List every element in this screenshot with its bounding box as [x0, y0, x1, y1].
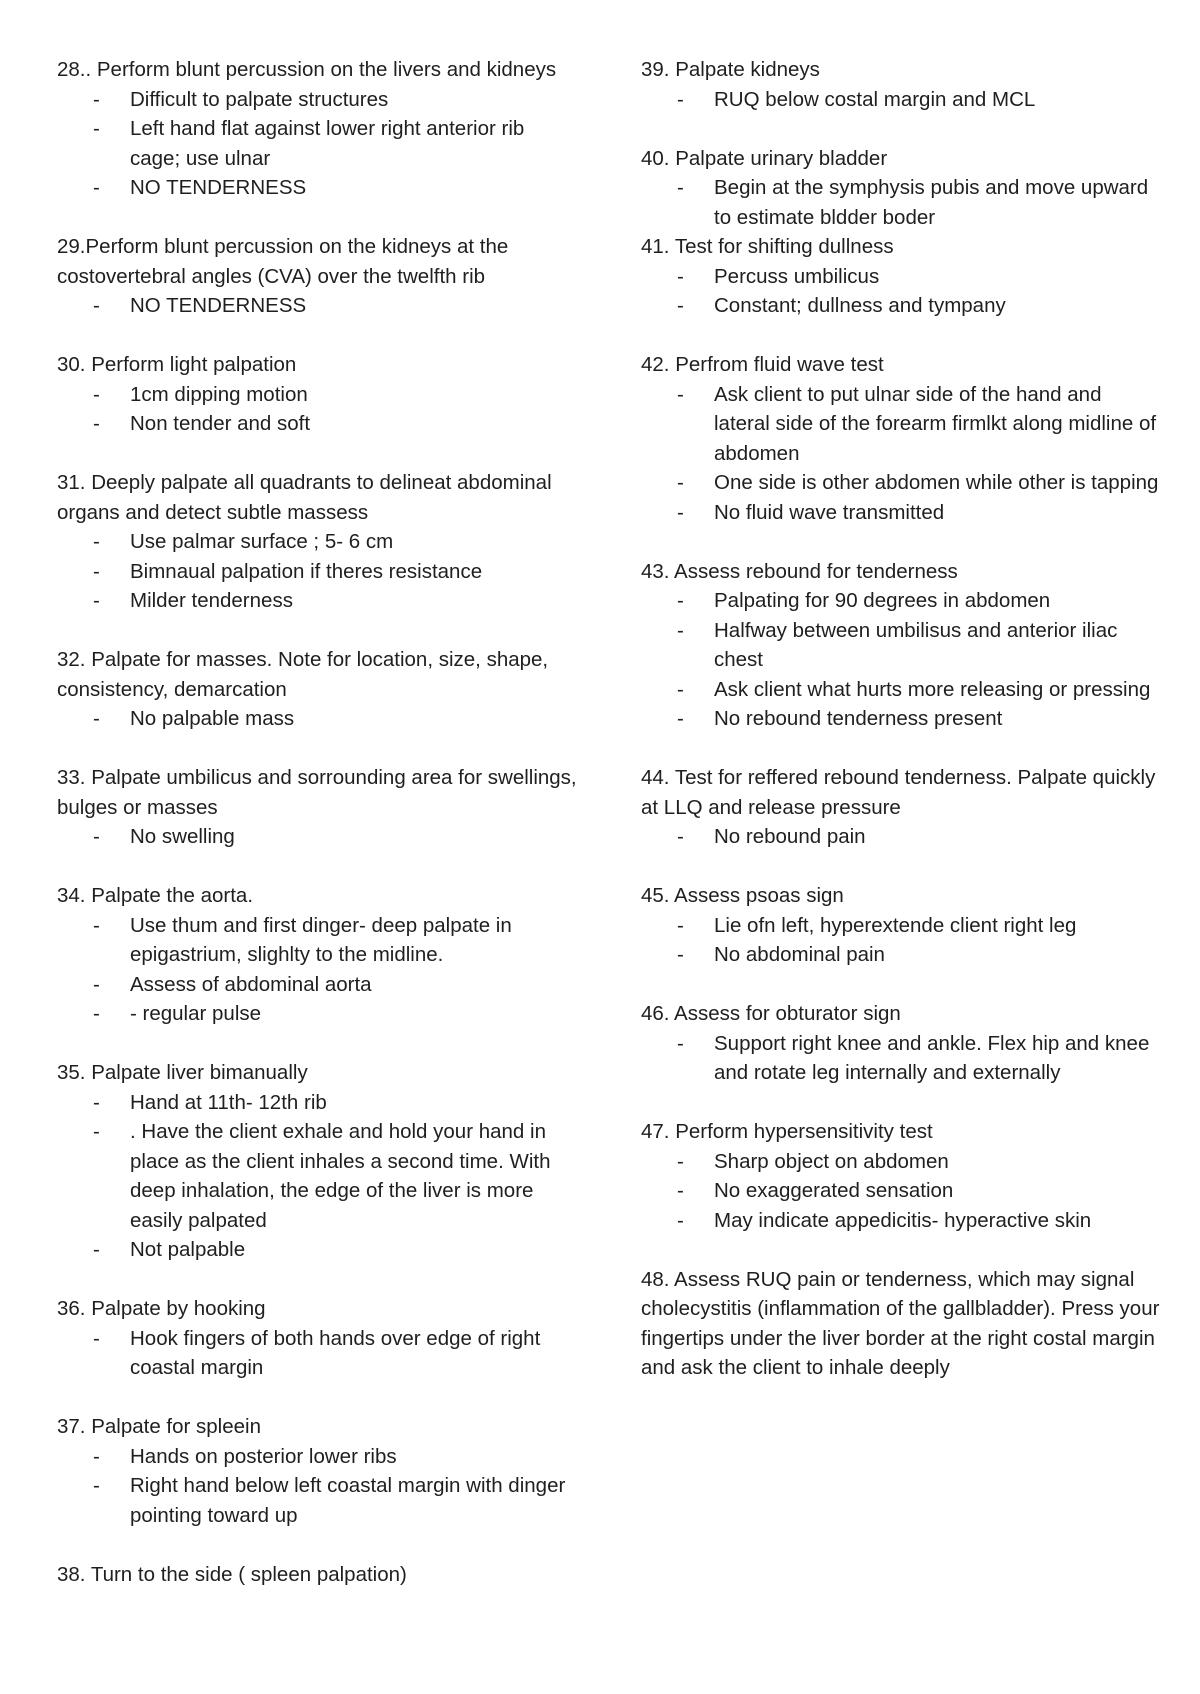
- bullet-list: [57, 291, 577, 321]
- checklist-item: [641, 144, 1161, 233]
- checklist-item: [641, 881, 1161, 970]
- bullet-dash: -: [677, 707, 684, 730]
- list-item-text: Hand at 11th- 12th rib: [130, 1090, 327, 1114]
- item-heading: 41. Test for shifting dullness: [641, 235, 894, 258]
- list-item-text: Not palpable: [130, 1238, 246, 1261]
- checklist-item: [57, 1294, 577, 1383]
- item-heading: 34. Palpate the aorta.: [57, 884, 254, 907]
- list-item: [57, 1235, 577, 1265]
- bullet-dash: -: [677, 1179, 684, 1202]
- list-item-text: No abdominal pain: [714, 943, 885, 966]
- list-item: [641, 675, 1161, 705]
- list-item: [57, 911, 577, 970]
- checklist-item: [641, 999, 1161, 1088]
- item-heading: 37. Palpate for spleein: [57, 1415, 261, 1438]
- bullet-dash: -: [93, 117, 100, 140]
- bullet-dash: -: [93, 1002, 100, 1025]
- bullet-dash: -: [677, 677, 684, 701]
- list-item-text: Use thum and first dinger- deep palpate in epigastrium, slighlty to the midline.: [130, 913, 512, 966]
- list-item: [57, 1442, 577, 1472]
- checklist-item: [641, 232, 1161, 321]
- bullet-list: [641, 173, 1161, 232]
- list-item-text: Difficult to palpate structures: [130, 87, 389, 111]
- bullet-dash: -: [93, 589, 100, 612]
- checklist-item: [641, 1265, 1161, 1383]
- bullet-list: [641, 586, 1161, 734]
- list-item: [641, 911, 1161, 941]
- bullet-list: [641, 380, 1161, 528]
- checklist-item: [57, 232, 577, 321]
- checklist-item: [57, 468, 577, 616]
- bullet-list: [641, 262, 1161, 321]
- bullet-dash: -: [93, 1120, 100, 1143]
- checklist-item: [641, 350, 1161, 527]
- bullet-dash: -: [677, 618, 684, 642]
- bullet-dash: -: [93, 972, 100, 996]
- item-heading: 42. Perfrom fluid wave test: [641, 353, 884, 376]
- item-heading: 38. Turn to the side ( spleen palpation): [57, 1562, 407, 1586]
- bullet-dash: -: [677, 1149, 684, 1173]
- list-item: [57, 409, 577, 439]
- list-item-text: No rebound pain: [714, 825, 866, 848]
- bullet-list: [641, 85, 1161, 115]
- bullet-dash: -: [677, 87, 684, 111]
- list-item-text: Sharp object on abdomen: [714, 1149, 949, 1173]
- list-item-text: Begin at the symphysis pubis and move upward to estimate bldder boder: [714, 176, 1149, 229]
- bullet-dash: -: [93, 412, 100, 435]
- bullet-dash: -: [677, 471, 684, 494]
- list-item: [641, 291, 1161, 321]
- list-item: [57, 114, 577, 173]
- bullet-dash: -: [677, 1031, 684, 1055]
- list-item: [57, 557, 577, 587]
- bullet-dash: -: [677, 176, 684, 199]
- list-item: [57, 822, 577, 852]
- list-item-text: Hands on posterior lower ribs: [130, 1444, 397, 1468]
- bullet-list: [641, 1147, 1161, 1236]
- checklist-item: [641, 1117, 1161, 1235]
- list-item: [641, 1147, 1161, 1177]
- list-item-text: Constant; dullness and tympany: [714, 294, 1006, 317]
- list-item-text: No exaggerated sensation: [714, 1179, 954, 1202]
- bullet-dash: -: [93, 559, 100, 583]
- list-item-text: Milder tenderness: [130, 589, 293, 612]
- item-heading: 35. Palpate liver bimanually: [57, 1061, 308, 1084]
- item-heading: 47. Perform hypersensitivity test: [641, 1120, 933, 1143]
- checklist-item: [641, 763, 1161, 852]
- list-item-text: May indicate appedicitis- hyperactive skin: [714, 1208, 1092, 1232]
- bullet-list: [57, 911, 577, 1029]
- list-item: [57, 380, 577, 410]
- item-heading: 45. Assess psoas sign: [641, 884, 844, 907]
- bullet-dash: -: [93, 382, 100, 406]
- list-item-text: Left hand flat against lower right anterior rib cage; use ulnar: [130, 117, 525, 170]
- list-item-text: Use palmar surface ; 5- 6 cm: [130, 530, 394, 553]
- list-item: [641, 1029, 1161, 1088]
- bullet-dash: -: [677, 825, 684, 848]
- list-item: [57, 1117, 577, 1235]
- list-item-text: Right hand below left coastal margin with dinger pointing toward up: [130, 1474, 566, 1527]
- bullet-dash: -: [677, 1208, 684, 1232]
- bullet-list: [641, 1029, 1161, 1088]
- list-item: [57, 85, 577, 115]
- item-heading: 28.. Perform blunt percussion on the livers and kidneys: [57, 58, 557, 81]
- list-item: [57, 970, 577, 1000]
- bullet-dash: -: [93, 294, 100, 317]
- list-item-text: Palpating for 90 degrees in abdomen: [714, 589, 1051, 612]
- list-item-text: NO TENDERNESS: [130, 176, 307, 199]
- list-item: [641, 1206, 1161, 1236]
- item-heading: 46. Assess for obturator sign: [641, 1002, 901, 1025]
- bullet-dash: -: [93, 176, 100, 199]
- list-item-text: Hook fingers of both hands over edge of right coastal margin: [130, 1326, 541, 1379]
- bullet-list: [57, 1442, 577, 1531]
- list-item-text: Assess of abdominal aorta: [130, 972, 372, 996]
- list-item: [641, 380, 1161, 469]
- bullet-list: [57, 704, 577, 734]
- bullet-list: [641, 911, 1161, 970]
- bullet-list: [57, 85, 577, 203]
- list-item: [641, 822, 1161, 852]
- list-item-text: Percuss umbilicus: [714, 264, 880, 288]
- list-item: [57, 586, 577, 616]
- item-heading: 39. Palpate kidneys: [641, 58, 820, 81]
- checklist-item: [57, 1412, 577, 1530]
- item-heading: 30. Perform light palpation: [57, 353, 297, 376]
- item-heading: 33. Palpate umbilicus and sorrounding area for swellings, bulges or masses: [57, 766, 577, 819]
- list-item-text: No fluid wave transmitted: [714, 500, 945, 524]
- list-item-text: RUQ below costal margin and MCL: [714, 87, 1036, 111]
- item-heading: 48. Assess RUQ pain or tenderness, which may signal cholecystitis (inflammation of the gallbladder). Press your fingertips under the liver border at the right costal margin and ask the client to inhale deeply: [641, 1267, 1160, 1379]
- list-item-text: No swelling: [130, 825, 235, 848]
- bullet-dash: -: [93, 1238, 100, 1261]
- bullet-dash: -: [677, 382, 684, 406]
- list-item-text: No rebound tenderness present: [714, 707, 1003, 730]
- bullet-dash: -: [677, 294, 684, 317]
- list-item-text: NO TENDERNESS: [130, 294, 307, 317]
- bullet-dash: -: [93, 1444, 100, 1468]
- bullet-dash: -: [93, 825, 100, 848]
- bullet-list: [57, 380, 577, 439]
- list-item: [641, 173, 1161, 232]
- bullet-dash: -: [677, 943, 684, 966]
- list-item: [641, 85, 1161, 115]
- bullet-dash: -: [93, 1090, 100, 1114]
- bullet-list: [641, 822, 1161, 852]
- checklist-item: [641, 557, 1161, 734]
- list-item: [641, 704, 1161, 734]
- list-item-text: One side is other abdomen while other is tapping: [714, 471, 1159, 494]
- left-column: [57, 55, 577, 1619]
- checklist-item: [57, 881, 577, 1029]
- list-item: [641, 940, 1161, 970]
- bullet-dash: -: [93, 87, 100, 111]
- item-heading: 44. Test for reffered rebound tenderness. Palpate quickly at LLQ and release pressure: [641, 766, 1156, 819]
- list-item-text: - regular pulse: [130, 1002, 262, 1025]
- list-item: [57, 1324, 577, 1383]
- list-item: [641, 262, 1161, 292]
- list-item-text: 1cm dipping motion: [130, 382, 308, 406]
- checklist-item: [57, 1058, 577, 1265]
- list-item-text: Support right knee and ankle. Flex hip and knee and rotate leg internally and externally: [714, 1031, 1150, 1084]
- bullet-dash: -: [677, 913, 684, 937]
- list-item: [57, 173, 577, 203]
- item-heading: 29.Perform blunt percussion on the kidneys at the costovertebral angles (CVA) over the twelfth rib: [57, 235, 509, 288]
- item-heading: 43. Assess rebound for tenderness: [641, 559, 958, 583]
- bullet-dash: -: [93, 1326, 100, 1350]
- item-heading: 40. Palpate urinary bladder: [641, 146, 888, 170]
- item-heading: 32. Palpate for masses. Note for location, size, shape, consistency, demarcation: [57, 648, 549, 701]
- checklist-item: [57, 645, 577, 734]
- list-item-text: No palpable mass: [130, 707, 295, 730]
- list-item: [641, 586, 1161, 616]
- bullet-dash: -: [677, 589, 684, 612]
- bullet-dash: -: [677, 264, 684, 288]
- checklist-item: [57, 55, 577, 203]
- list-item: [57, 291, 577, 321]
- bullet-dash: -: [93, 1474, 100, 1497]
- bullet-list: [57, 822, 577, 852]
- list-item: [641, 1176, 1161, 1206]
- list-item-text: Ask client what hurts more releasing or pressing: [714, 677, 1151, 701]
- bullet-list: [57, 1324, 577, 1383]
- list-item: [641, 468, 1161, 498]
- checklist-item: [57, 763, 577, 852]
- list-item-text: Bimnaual palpation if theres resistance: [130, 559, 483, 583]
- checklist-item: [641, 55, 1161, 114]
- bullet-dash: -: [677, 500, 684, 524]
- list-item: [641, 498, 1161, 528]
- list-item: [57, 1471, 577, 1530]
- list-item: [57, 704, 577, 734]
- item-heading: 31. Deeply palpate all quadrants to delineat abdominal organs and detect subtle massess: [57, 471, 552, 524]
- list-item-text: Lie ofn left, hyperextende client right leg: [714, 913, 1077, 937]
- list-item: [57, 999, 577, 1029]
- checklist-item: [57, 350, 577, 439]
- list-item-text: Non tender and soft: [130, 412, 311, 435]
- bullet-dash: -: [93, 913, 100, 937]
- list-item: [57, 1088, 577, 1118]
- checklist-item: [57, 1560, 577, 1590]
- bullet-list: [57, 1088, 577, 1265]
- list-item: [57, 527, 577, 557]
- list-item-text: Ask client to put ulnar side of the hand and lateral side of the forearm firmlkt along midline of abdomen: [714, 382, 1157, 465]
- list-item-text: Halfway between umbilisus and anterior iliac chest: [714, 618, 1118, 671]
- bullet-dash: -: [93, 530, 100, 553]
- bullet-list: [57, 527, 577, 616]
- right-column: [641, 55, 1161, 1412]
- list-item-text: . Have the client exhale and hold your hand in place as the client inhales a second time. With deep inhalation, the edge of the liver is more easily palpated: [130, 1120, 551, 1232]
- bullet-dash: -: [93, 707, 100, 730]
- list-item: [641, 616, 1161, 675]
- item-heading: 36. Palpate by hooking: [57, 1297, 266, 1320]
